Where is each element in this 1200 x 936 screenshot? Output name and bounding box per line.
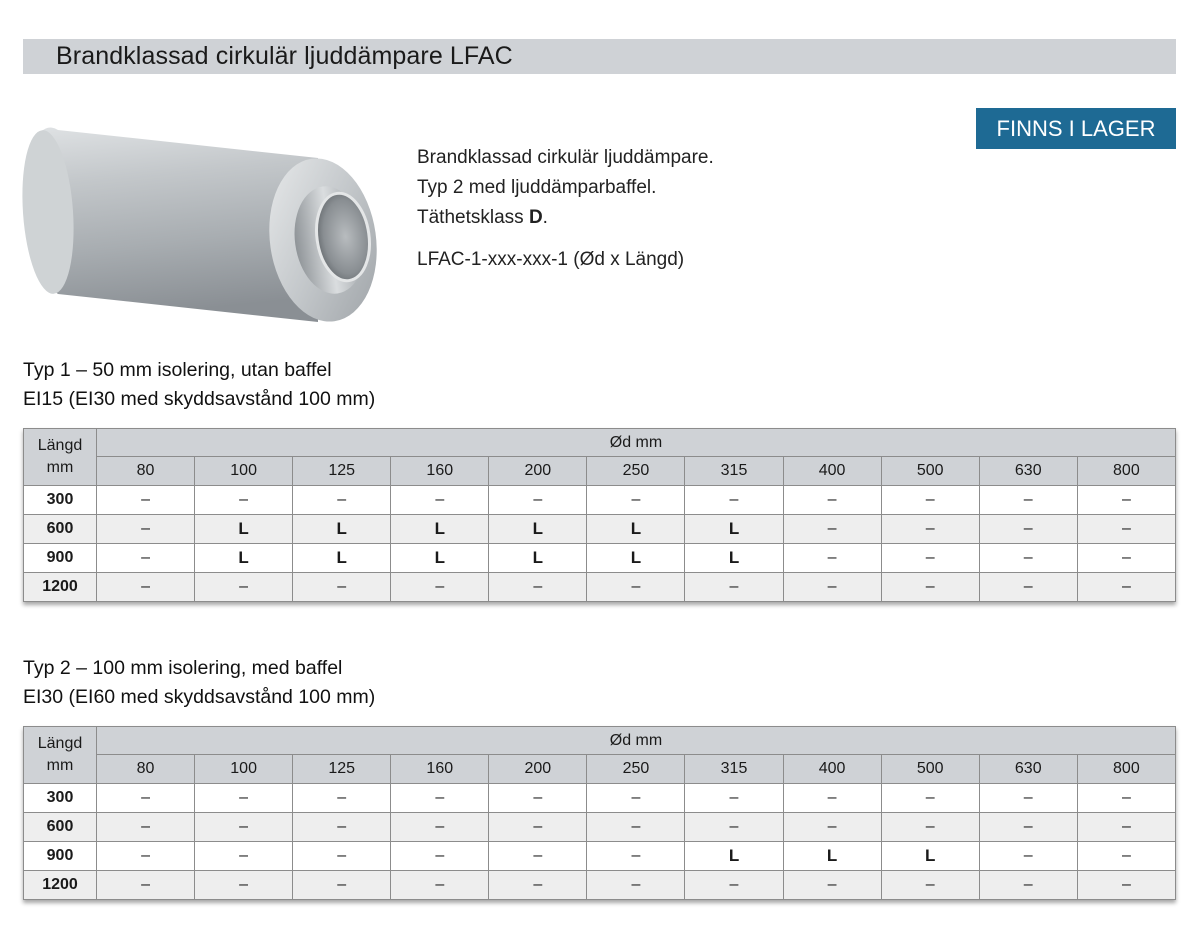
empty-cell: – xyxy=(391,871,489,900)
empty-cell: – xyxy=(979,544,1077,573)
length-cell: 900 xyxy=(24,842,97,871)
diameter-header: 100 xyxy=(195,457,293,486)
diameter-header: 400 xyxy=(783,457,881,486)
empty-cell: – xyxy=(783,813,881,842)
empty-cell: – xyxy=(195,573,293,602)
empty-cell: – xyxy=(293,784,391,813)
empty-cell: – xyxy=(685,813,783,842)
table-row xyxy=(24,573,1176,602)
diameter-header: 630 xyxy=(979,457,1077,486)
length-cell: 900 xyxy=(24,544,97,573)
length-column-header xyxy=(24,727,97,784)
title-bar xyxy=(23,39,1176,74)
diameter-header: 400 xyxy=(783,755,881,784)
length-cell: 1200 xyxy=(24,573,97,602)
empty-cell: – xyxy=(685,573,783,602)
empty-cell: – xyxy=(1077,784,1175,813)
empty-cell: – xyxy=(391,842,489,871)
diameter-header: 80 xyxy=(97,457,195,486)
stock-cell: L xyxy=(881,842,979,871)
diameter-group-header: Ød mm xyxy=(97,429,1176,457)
table-row xyxy=(24,813,1176,842)
table-header-row xyxy=(24,727,1176,755)
empty-cell: – xyxy=(195,784,293,813)
length-cell: 300 xyxy=(24,486,97,515)
table-header-row xyxy=(24,429,1176,457)
stock-cell: L xyxy=(685,842,783,871)
product-code: LFAC-1-xxx-xxx-1 (Ød x Längd) xyxy=(417,249,685,270)
stock-cell: L xyxy=(195,544,293,573)
diameter-group-header: Ød mm xyxy=(97,727,1176,755)
empty-cell: – xyxy=(979,813,1077,842)
empty-cell: – xyxy=(1077,515,1175,544)
empty-cell: – xyxy=(1077,486,1175,515)
diameter-header-row xyxy=(24,457,1176,486)
empty-cell: – xyxy=(391,486,489,515)
table-row xyxy=(24,486,1176,515)
diameter-header: 250 xyxy=(587,457,685,486)
page-title: Brandklassad cirkulär ljuddämpare LFAC xyxy=(56,42,513,70)
empty-cell: – xyxy=(293,486,391,515)
empty-cell: – xyxy=(489,871,587,900)
empty-cell: – xyxy=(881,784,979,813)
empty-cell: – xyxy=(195,813,293,842)
diameter-header: 500 xyxy=(881,755,979,784)
table-row xyxy=(24,544,1176,573)
stock-cell: L xyxy=(195,515,293,544)
diameter-header: 800 xyxy=(1077,457,1175,486)
empty-cell: – xyxy=(881,544,979,573)
stock-cell: L xyxy=(391,544,489,573)
length-cell: 1200 xyxy=(24,871,97,900)
empty-cell: – xyxy=(97,842,195,871)
empty-cell: – xyxy=(195,842,293,871)
description-line-3: Täthetsklass D. xyxy=(417,207,548,228)
table-row xyxy=(24,784,1176,813)
empty-cell: – xyxy=(587,573,685,602)
stock-cell: L xyxy=(587,544,685,573)
length-cell: 300 xyxy=(24,784,97,813)
diameter-header: 100 xyxy=(195,755,293,784)
empty-cell: – xyxy=(587,871,685,900)
empty-cell: – xyxy=(489,842,587,871)
empty-cell: – xyxy=(587,486,685,515)
description-line-1: Brandklassad cirkulär ljuddämpare. xyxy=(417,147,714,168)
empty-cell: – xyxy=(293,871,391,900)
table-row xyxy=(24,842,1176,871)
empty-cell: – xyxy=(1077,842,1175,871)
length-header-label: Längd xyxy=(37,437,83,454)
empty-cell: – xyxy=(979,486,1077,515)
empty-cell: – xyxy=(979,842,1077,871)
stock-cell: L xyxy=(489,515,587,544)
empty-cell: – xyxy=(293,842,391,871)
empty-cell: – xyxy=(293,813,391,842)
diameter-header: 315 xyxy=(685,457,783,486)
length-column-header xyxy=(24,429,97,486)
diameter-header: 160 xyxy=(391,457,489,486)
diameter-header: 500 xyxy=(881,457,979,486)
empty-cell: – xyxy=(97,544,195,573)
diameter-header: 200 xyxy=(489,457,587,486)
empty-cell: – xyxy=(685,871,783,900)
length-header-unit: mm xyxy=(46,757,74,774)
empty-cell: – xyxy=(685,486,783,515)
empty-cell: – xyxy=(1077,871,1175,900)
diameter-header: 160 xyxy=(391,755,489,784)
diameter-header: 250 xyxy=(587,755,685,784)
empty-cell: – xyxy=(195,486,293,515)
table-row xyxy=(24,515,1176,544)
diameter-header: 125 xyxy=(293,755,391,784)
empty-cell: – xyxy=(293,573,391,602)
density-class-value: D xyxy=(528,207,543,228)
stock-cell: L xyxy=(783,842,881,871)
empty-cell: – xyxy=(979,573,1077,602)
empty-cell: – xyxy=(881,486,979,515)
length-cell: 600 xyxy=(24,515,97,544)
empty-cell: – xyxy=(97,515,195,544)
empty-cell: – xyxy=(97,573,195,602)
table-row xyxy=(24,871,1176,900)
stock-cell: L xyxy=(685,515,783,544)
empty-cell: – xyxy=(783,784,881,813)
section-heading-type1 xyxy=(23,356,375,414)
empty-cell: – xyxy=(1077,544,1175,573)
empty-cell: – xyxy=(587,813,685,842)
empty-cell: – xyxy=(587,784,685,813)
empty-cell: – xyxy=(979,515,1077,544)
empty-cell: – xyxy=(391,573,489,602)
empty-cell: – xyxy=(195,871,293,900)
empty-cell: – xyxy=(391,784,489,813)
silencer-product-image xyxy=(18,122,383,327)
empty-cell: – xyxy=(881,573,979,602)
empty-cell: – xyxy=(489,486,587,515)
empty-cell: – xyxy=(783,871,881,900)
empty-cell: – xyxy=(783,544,881,573)
description-line-2: Typ 2 med ljuddämparbaffel. xyxy=(417,177,657,198)
stock-cell: L xyxy=(293,515,391,544)
section-heading-type2 xyxy=(23,654,375,712)
empty-cell: – xyxy=(685,784,783,813)
length-header-unit: mm xyxy=(46,459,74,476)
empty-cell: – xyxy=(391,813,489,842)
stock-cell: L xyxy=(685,544,783,573)
diameter-header: 800 xyxy=(1077,755,1175,784)
empty-cell: – xyxy=(97,813,195,842)
empty-cell: – xyxy=(587,842,685,871)
diameter-header: 200 xyxy=(489,755,587,784)
empty-cell: – xyxy=(783,515,881,544)
empty-cell: – xyxy=(881,871,979,900)
stock-cell: L xyxy=(293,544,391,573)
empty-cell: – xyxy=(1077,573,1175,602)
availability-table-type2 xyxy=(23,726,1176,900)
empty-cell: – xyxy=(489,784,587,813)
stock-cell: L xyxy=(587,515,685,544)
diameter-header: 630 xyxy=(979,755,1077,784)
in-stock-badge: FINNS I LAGER xyxy=(976,108,1176,149)
empty-cell: – xyxy=(489,573,587,602)
empty-cell: – xyxy=(97,871,195,900)
empty-cell: – xyxy=(881,515,979,544)
empty-cell: – xyxy=(783,573,881,602)
length-cell: 600 xyxy=(24,813,97,842)
empty-cell: – xyxy=(979,784,1077,813)
empty-cell: – xyxy=(979,871,1077,900)
density-class-label: Täthetsklass xyxy=(417,207,529,228)
empty-cell: – xyxy=(97,486,195,515)
availability-table-type1 xyxy=(23,428,1176,602)
diameter-header: 125 xyxy=(293,457,391,486)
section-title: Typ 1 – 50 mm isolering, utan baffel xyxy=(23,359,332,381)
product-description xyxy=(417,143,714,275)
empty-cell: – xyxy=(881,813,979,842)
section-fire-class: EI30 (EI60 med skyddsavstånd 100 mm) xyxy=(23,686,376,708)
diameter-header: 315 xyxy=(685,755,783,784)
empty-cell: – xyxy=(1077,813,1175,842)
stock-cell: L xyxy=(489,544,587,573)
length-header-label: Längd xyxy=(37,735,83,752)
empty-cell: – xyxy=(489,813,587,842)
empty-cell: – xyxy=(97,784,195,813)
stock-cell: L xyxy=(391,515,489,544)
diameter-header-row xyxy=(24,755,1176,784)
empty-cell: – xyxy=(783,486,881,515)
diameter-header: 80 xyxy=(97,755,195,784)
section-fire-class: EI15 (EI30 med skyddsavstånd 100 mm) xyxy=(23,388,376,410)
section-title: Typ 2 – 100 mm isolering, med baffel xyxy=(23,657,343,679)
